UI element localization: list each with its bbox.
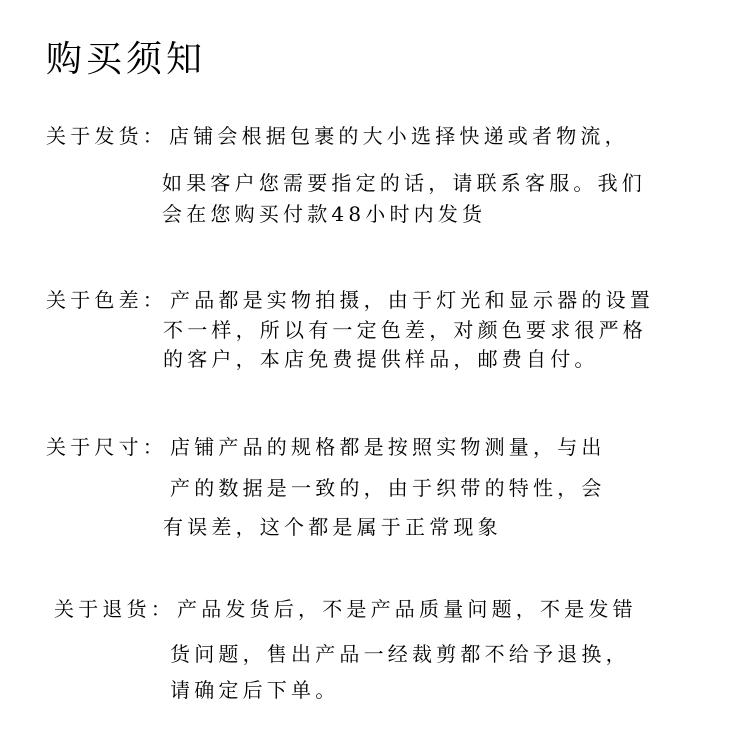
section-text-line: 不一样，所以有一定色差，对颜色要求很严格 [163, 318, 647, 342]
section-label: 关于发货： [46, 124, 167, 148]
section-text-line: 请确定后下单。 [170, 678, 340, 702]
section-text-line: 店铺产品的规格都是按照实物测量，与出 [170, 435, 606, 459]
section-text-line: 会在您购买付款48小时内发货 [162, 202, 487, 226]
section-text-line: 产品发货后，不是产品质量问题，不是发错 [177, 597, 637, 621]
section-text-line: 如果客户您需要指定的话，请联系客服。我们 [162, 171, 646, 195]
section-label: 关于色差： [46, 288, 167, 312]
section-text-line: 货问题，售出产品一经裁剪都不给予退换， [170, 642, 630, 666]
section-label: 关于尺寸： [46, 435, 167, 459]
section-text-line: 产的数据是一致的，由于织带的特性，会 [170, 476, 606, 500]
section-text-line: 有误差，这个都是属于正常现象 [163, 515, 502, 539]
page-title: 购买须知 [46, 39, 207, 80]
section-text-line: 的客户，本店免费提供样品，邮费自付。 [163, 347, 599, 371]
section-text-line: 店铺会根据包裹的大小选择快递或者物流， [169, 124, 629, 148]
section-label: 关于退货： [54, 597, 175, 621]
section-text-line: 产品都是实物拍摄，由于灯光和显示器的设置 [170, 288, 654, 312]
